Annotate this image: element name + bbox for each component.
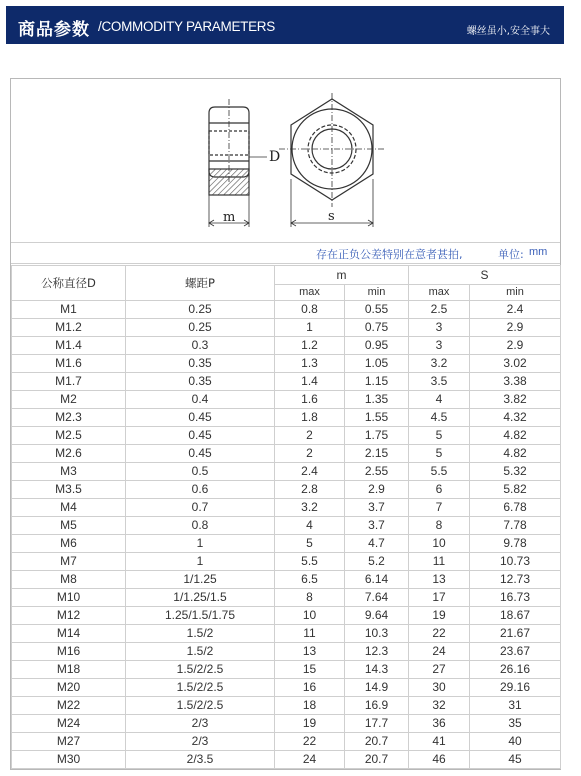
cell-s-max: 3 <box>409 319 470 337</box>
table-row <box>12 697 561 715</box>
cell-m-max: 16 <box>275 679 345 697</box>
cell-s-min: 23.67 <box>470 643 561 661</box>
cell-s-min: 4.32 <box>470 409 561 427</box>
cell-diameter: M14 <box>12 625 126 643</box>
cell-diameter: M5 <box>12 517 126 535</box>
table-row <box>12 661 561 679</box>
tolerance-text: 存在正负公差特别在意者甚拍, <box>316 248 463 261</box>
cell-m-max: 1.3 <box>275 355 345 373</box>
cell-diameter: M16 <box>12 643 126 661</box>
cell-m-max: 18 <box>275 697 345 715</box>
cell-m-min: 7.64 <box>345 589 409 607</box>
table-row <box>12 463 561 481</box>
cell-diameter: M6 <box>12 535 126 553</box>
table-row <box>12 409 561 427</box>
cell-s-max: 4.5 <box>409 409 470 427</box>
cell-s-min: 12.73 <box>470 571 561 589</box>
cell-diameter: M4 <box>12 499 126 517</box>
diameter-label: D <box>269 149 281 165</box>
cell-diameter: M10 <box>12 589 126 607</box>
table-row <box>12 499 561 517</box>
cell-diameter: M12 <box>12 607 126 625</box>
table-row <box>12 517 561 535</box>
cell-m-max: 4 <box>275 517 345 535</box>
cell-m-max: 5 <box>275 535 345 553</box>
cell-s-min: 4.82 <box>470 427 561 445</box>
cell-s-max: 41 <box>409 733 470 751</box>
cell-s-min: 31 <box>470 697 561 715</box>
table-row <box>12 481 561 499</box>
cell-diameter: M18 <box>12 661 126 679</box>
cell-s-min: 9.78 <box>470 535 561 553</box>
cell-s-min: 2.9 <box>470 319 561 337</box>
cell-pitch: 0.35 <box>126 373 275 391</box>
cell-m-max: 0.8 <box>275 301 345 319</box>
cell-m-max: 2 <box>275 445 345 463</box>
cell-s-max: 10 <box>409 535 470 553</box>
header-m: m <box>275 266 409 285</box>
cell-m-min: 0.55 <box>345 301 409 319</box>
cell-m-max: 6.5 <box>275 571 345 589</box>
cell-m-min: 1.15 <box>345 373 409 391</box>
cell-m-max: 1 <box>275 319 345 337</box>
cell-s-max: 5 <box>409 427 470 445</box>
cell-s-max: 8 <box>409 517 470 535</box>
cell-s-max: 5.5 <box>409 463 470 481</box>
cell-s-min: 5.32 <box>470 463 561 481</box>
cell-pitch: 1.5/2 <box>126 643 275 661</box>
cell-m-max: 5.5 <box>275 553 345 571</box>
cell-m-max: 2.4 <box>275 463 345 481</box>
table-row <box>12 535 561 553</box>
cell-s-max: 17 <box>409 589 470 607</box>
cell-pitch: 0.5 <box>126 463 275 481</box>
table-row <box>12 301 561 319</box>
m-dimension-label: m <box>223 210 236 225</box>
cell-pitch: 1.5/2 <box>126 625 275 643</box>
cell-m-min: 17.7 <box>345 715 409 733</box>
cell-s-max: 3.2 <box>409 355 470 373</box>
table-row <box>12 571 561 589</box>
cell-m-max: 19 <box>275 715 345 733</box>
cell-m-min: 16.9 <box>345 697 409 715</box>
cell-s-max: 24 <box>409 643 470 661</box>
cell-s-min: 29.16 <box>470 679 561 697</box>
cell-s-min: 26.16 <box>470 661 561 679</box>
cell-pitch: 2/3.5 <box>126 751 275 769</box>
cell-m-min: 2.55 <box>345 463 409 481</box>
cell-m-max: 2.8 <box>275 481 345 499</box>
cell-diameter: M3 <box>12 463 126 481</box>
unit-label: 单位: <box>498 248 524 261</box>
cell-m-min: 2.15 <box>345 445 409 463</box>
cell-s-max: 11 <box>409 553 470 571</box>
table-row <box>12 445 561 463</box>
cell-s-max: 27 <box>409 661 470 679</box>
tolerance-note <box>11 242 560 264</box>
cell-pitch: 1 <box>126 535 275 553</box>
table-row <box>12 625 561 643</box>
cell-pitch: 1 <box>126 553 275 571</box>
cell-m-min: 20.7 <box>345 751 409 769</box>
cell-s-max: 22 <box>409 625 470 643</box>
cell-m-max: 10 <box>275 607 345 625</box>
cell-m-min: 0.75 <box>345 319 409 337</box>
cell-s-min: 2.9 <box>470 337 561 355</box>
table-row <box>12 643 561 661</box>
cell-diameter: M1.4 <box>12 337 126 355</box>
cell-s-max: 36 <box>409 715 470 733</box>
cell-m-min: 14.3 <box>345 661 409 679</box>
header-s-min: min <box>470 285 561 301</box>
cell-s-min: 35 <box>470 715 561 733</box>
header-m-max: max <box>275 285 345 301</box>
cell-m-min: 6.14 <box>345 571 409 589</box>
cell-s-min: 5.82 <box>470 481 561 499</box>
cell-m-min: 3.7 <box>345 517 409 535</box>
cell-s-max: 6 <box>409 481 470 499</box>
cell-diameter: M7 <box>12 553 126 571</box>
cell-pitch: 0.6 <box>126 481 275 499</box>
cell-s-min: 7.78 <box>470 517 561 535</box>
cell-pitch: 2/3 <box>126 733 275 751</box>
cell-m-min: 5.2 <box>345 553 409 571</box>
header-diameter: 公称直径D <box>12 266 126 301</box>
cell-s-max: 32 <box>409 697 470 715</box>
cell-m-max: 11 <box>275 625 345 643</box>
table-row <box>12 427 561 445</box>
table-row <box>12 373 561 391</box>
cell-diameter: M3.5 <box>12 481 126 499</box>
cell-diameter: M1 <box>12 301 126 319</box>
cell-s-min: 16.73 <box>470 589 561 607</box>
cell-s-max: 19 <box>409 607 470 625</box>
table-row <box>12 355 561 373</box>
page-title: 商品参数 <box>18 20 90 40</box>
table-row <box>12 715 561 733</box>
cell-m-max: 1.4 <box>275 373 345 391</box>
nut-front-view <box>279 93 385 227</box>
cell-s-max: 46 <box>409 751 470 769</box>
cell-s-min: 2.4 <box>470 301 561 319</box>
hex-nut-drawing <box>11 79 560 242</box>
cell-s-min: 21.67 <box>470 625 561 643</box>
slogan: 螺丝虽小,安全事大 <box>466 26 550 37</box>
cell-m-min: 1.75 <box>345 427 409 445</box>
header-m-min: min <box>345 285 409 301</box>
cell-diameter: M22 <box>12 697 126 715</box>
cell-s-max: 13 <box>409 571 470 589</box>
cell-s-min: 3.02 <box>470 355 561 373</box>
cell-m-min: 9.64 <box>345 607 409 625</box>
nut-side-view <box>209 99 267 227</box>
cell-m-min: 1.35 <box>345 391 409 409</box>
parameters-table <box>11 265 561 769</box>
cell-m-max: 24 <box>275 751 345 769</box>
cell-m-min: 2.9 <box>345 481 409 499</box>
cell-s-min: 6.78 <box>470 499 561 517</box>
cell-diameter: M20 <box>12 679 126 697</box>
table-row <box>12 553 561 571</box>
hex-nut-diagram <box>11 79 560 242</box>
cell-pitch: 0.45 <box>126 409 275 427</box>
table-row <box>12 319 561 337</box>
cell-s-min: 40 <box>470 733 561 751</box>
cell-pitch: 0.45 <box>126 427 275 445</box>
cell-diameter: M8 <box>12 571 126 589</box>
cell-m-min: 1.55 <box>345 409 409 427</box>
cell-pitch: 0.8 <box>126 517 275 535</box>
cell-pitch: 0.3 <box>126 337 275 355</box>
table-row <box>12 751 561 769</box>
table-row <box>12 679 561 697</box>
cell-m-max: 1.6 <box>275 391 345 409</box>
cell-m-min: 14.9 <box>345 679 409 697</box>
cell-s-max: 3.5 <box>409 373 470 391</box>
s-dimension-label: s <box>328 209 335 224</box>
table-row <box>12 607 561 625</box>
cell-s-max: 3 <box>409 337 470 355</box>
cell-pitch: 0.25 <box>126 301 275 319</box>
cell-pitch: 2/3 <box>126 715 275 733</box>
cell-pitch: 1/1.25/1.5 <box>126 589 275 607</box>
cell-m-max: 13 <box>275 643 345 661</box>
cell-s-min: 3.38 <box>470 373 561 391</box>
header-s-max: max <box>409 285 470 301</box>
cell-pitch: 1.25/1.5/1.75 <box>126 607 275 625</box>
cell-diameter: M2.3 <box>12 409 126 427</box>
cell-m-max: 1.8 <box>275 409 345 427</box>
cell-diameter: M24 <box>12 715 126 733</box>
cell-m-min: 3.7 <box>345 499 409 517</box>
header-row <box>12 266 561 285</box>
cell-pitch: 1.5/2/2.5 <box>126 661 275 679</box>
header-s: S <box>409 266 561 285</box>
cell-s-min: 4.82 <box>470 445 561 463</box>
cell-diameter: M30 <box>12 751 126 769</box>
cell-s-max: 7 <box>409 499 470 517</box>
cell-pitch: 0.45 <box>126 445 275 463</box>
cell-s-min: 10.73 <box>470 553 561 571</box>
cell-diameter: M1.7 <box>12 373 126 391</box>
cell-diameter: M2 <box>12 391 126 409</box>
cell-s-min: 18.67 <box>470 607 561 625</box>
cell-diameter: M2.6 <box>12 445 126 463</box>
page-subtitle: /COMMODITY PARAMETERS <box>98 19 275 34</box>
header-pitch: 螺距P <box>126 266 275 301</box>
cell-m-max: 2 <box>275 427 345 445</box>
cell-pitch: 0.35 <box>126 355 275 373</box>
table-row <box>12 337 561 355</box>
cell-m-max: 15 <box>275 661 345 679</box>
cell-m-max: 1.2 <box>275 337 345 355</box>
cell-pitch: 0.4 <box>126 391 275 409</box>
cell-diameter: M1.6 <box>12 355 126 373</box>
cell-s-max: 30 <box>409 679 470 697</box>
table-row <box>12 589 561 607</box>
cell-m-max: 22 <box>275 733 345 751</box>
cell-m-min: 4.7 <box>345 535 409 553</box>
cell-m-min: 12.3 <box>345 643 409 661</box>
cell-s-max: 4 <box>409 391 470 409</box>
cell-pitch: 1.5/2/2.5 <box>126 697 275 715</box>
cell-m-min: 0.95 <box>345 337 409 355</box>
cell-pitch: 0.25 <box>126 319 275 337</box>
unit-value: mm <box>529 246 548 258</box>
cell-m-min: 20.7 <box>345 733 409 751</box>
cell-pitch: 1/1.25 <box>126 571 275 589</box>
cell-diameter: M27 <box>12 733 126 751</box>
cell-s-max: 5 <box>409 445 470 463</box>
cell-m-max: 3.2 <box>275 499 345 517</box>
table-row <box>12 391 561 409</box>
cell-pitch: 1.5/2/2.5 <box>126 679 275 697</box>
table-row <box>12 733 561 751</box>
parameters-panel <box>10 78 561 770</box>
cell-m-min: 10.3 <box>345 625 409 643</box>
cell-m-min: 1.05 <box>345 355 409 373</box>
cell-s-max: 2.5 <box>409 301 470 319</box>
cell-m-max: 8 <box>275 589 345 607</box>
cell-s-min: 3.82 <box>470 391 561 409</box>
cell-pitch: 0.7 <box>126 499 275 517</box>
cell-diameter: M1.2 <box>12 319 126 337</box>
header-banner <box>6 6 564 44</box>
cell-diameter: M2.5 <box>12 427 126 445</box>
cell-s-min: 45 <box>470 751 561 769</box>
